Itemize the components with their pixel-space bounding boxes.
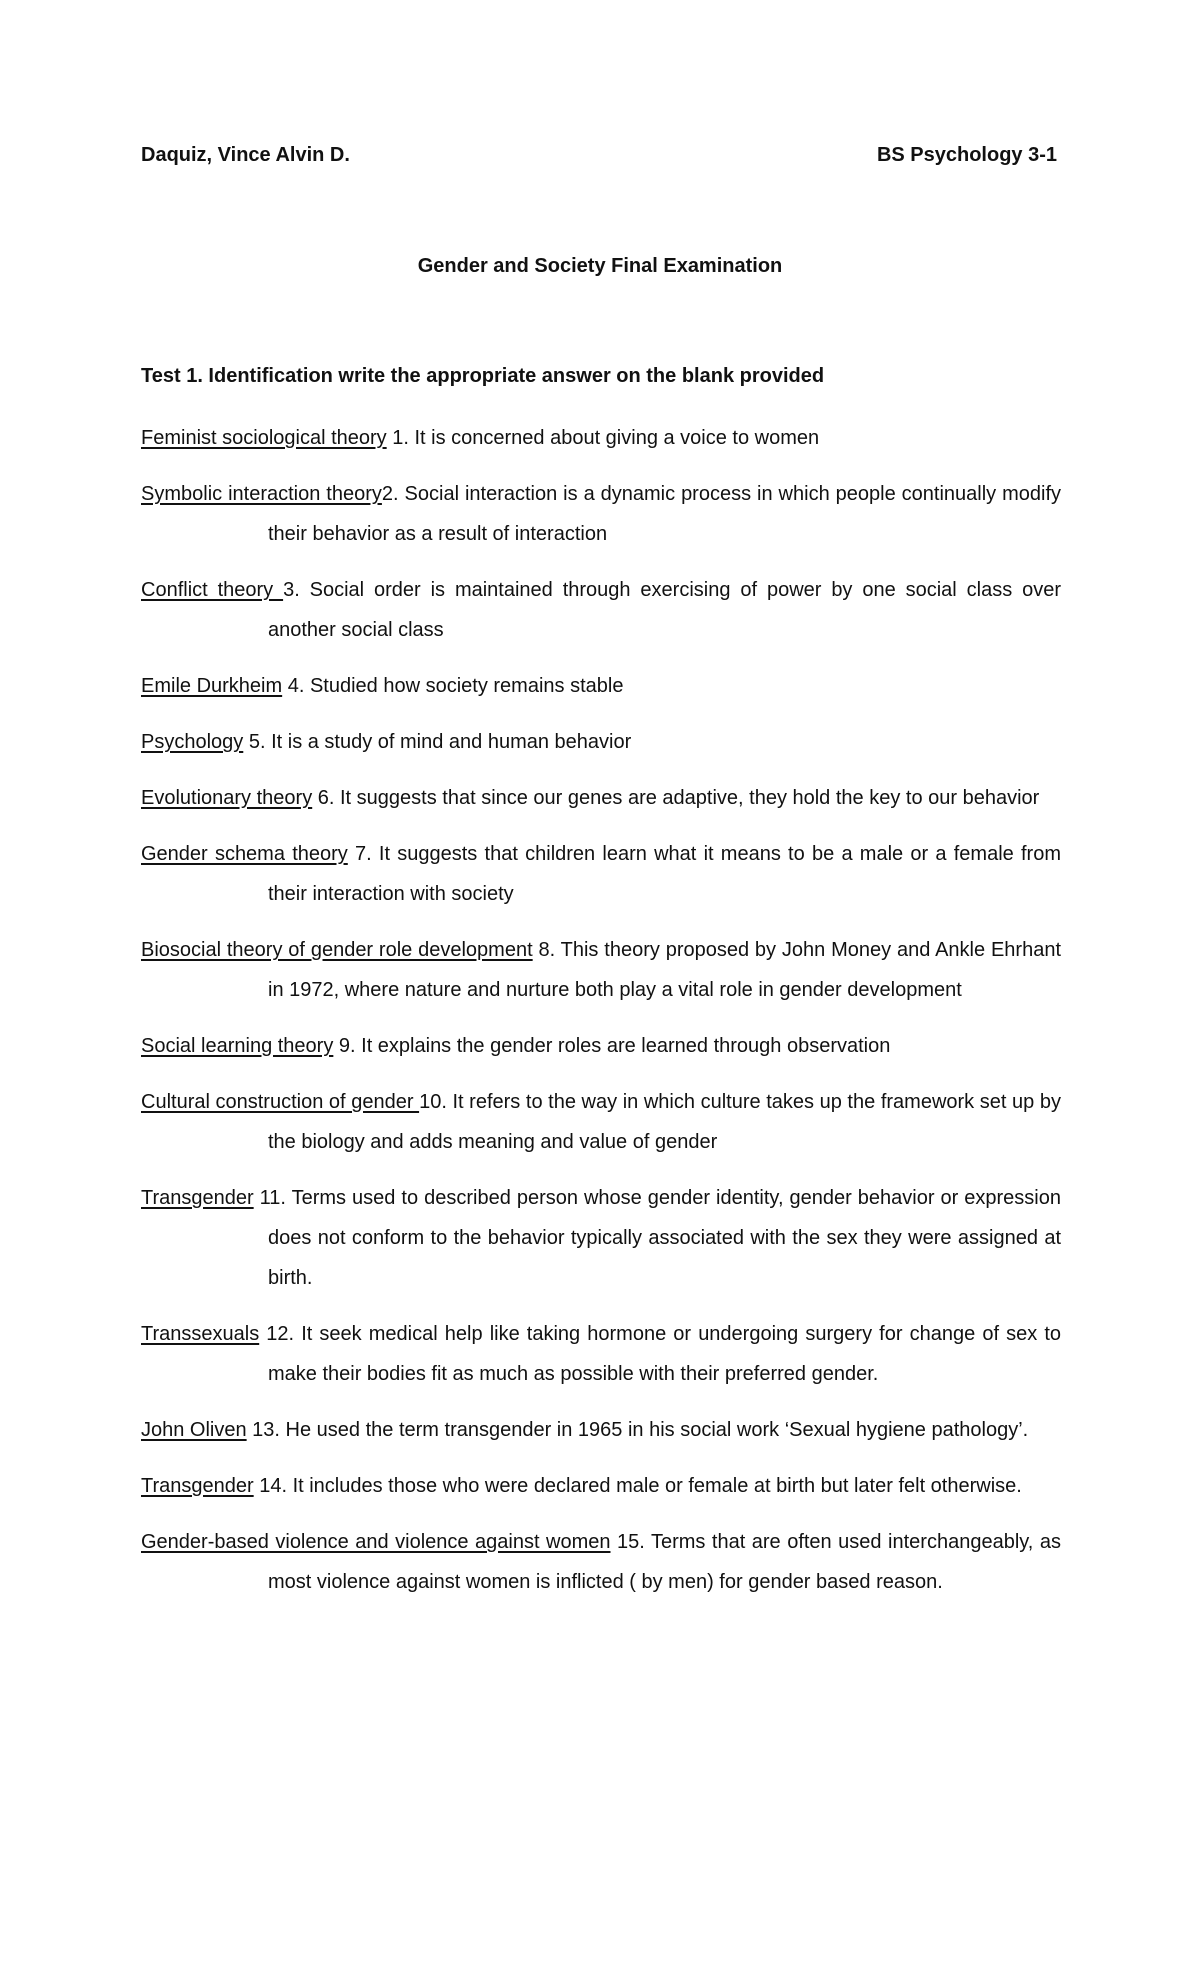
identification-item	[141, 722, 1061, 762]
test-heading: Test 1. Identification write the appropriate answer on the blank provided	[141, 365, 825, 387]
identification-item	[141, 930, 1061, 1010]
identification-item	[141, 418, 1061, 458]
identification-item	[141, 474, 1061, 554]
question-text: 6. It suggests that since our genes are adaptive, they hold the key to our behavior	[312, 787, 1040, 809]
answer-text: Feminist sociological theory	[141, 427, 387, 449]
question-text: 14. It includes those who were declared male or female at birth but later felt otherwise.	[253, 1475, 1022, 1497]
question-text: 12. It seek medical help like taking hormone or undergoing surgery for change of sex to make their bodies fit as much as possible with their preferred gender.	[259, 1323, 1061, 1385]
question-text: 4. Studied how society remains stable	[282, 675, 624, 697]
program-section: BS Psychology 3-1	[876, 144, 1057, 166]
identification-item	[141, 1082, 1061, 1162]
question-text: 9. It explains the gender roles are learned through observation	[333, 1035, 891, 1057]
question-text: 3. Social order is maintained through exercising of power by one social class over another social class	[268, 579, 1062, 641]
identification-item	[141, 1314, 1061, 1394]
identification-item	[141, 1178, 1061, 1298]
identification-item	[141, 1522, 1061, 1602]
answer-text: Emile Durkheim	[141, 675, 283, 697]
question-text: 5. It is a study of mind and human behavior	[243, 731, 632, 753]
document-title: Gender and Society Final Examination	[417, 255, 783, 277]
answer-text: Psychology	[141, 731, 244, 753]
identification-item	[141, 1410, 1061, 1450]
question-text: 1. It is concerned about giving a voice to women	[386, 427, 820, 449]
question-text: 7. It suggests that children learn what it means to be a male or a female from their interaction with society	[268, 843, 1061, 905]
question-text: 2. Social interaction is a dynamic process in which people continually modify their behavior as a result of interaction	[268, 483, 1062, 545]
question-text: 15. Terms that are often used interchangeably, as most violence against women is inflicted ( by men) for gender based reason.	[268, 1531, 1061, 1593]
identification-item	[141, 1466, 1061, 1506]
answer-text: Transsexuals	[141, 1323, 260, 1345]
identification-item	[141, 834, 1061, 914]
answer-text: Social learning theory	[141, 1035, 334, 1057]
identification-item	[141, 570, 1061, 650]
answer-text: Biosocial theory of gender role development	[141, 939, 533, 961]
identification-item	[141, 778, 1061, 818]
question-text: 13. He used the term transgender in 1965 in his social work ‘Sexual hygiene pathology’.	[246, 1419, 1029, 1441]
answer-text: Transgender	[141, 1187, 254, 1209]
question-text: 11. Terms used to described person whose gender identity, gender behavior or expression does not conform to the behavior typically associated with the sex they were assigned at birth.	[253, 1187, 1061, 1289]
answer-text: Cultural construction of gender	[141, 1091, 420, 1113]
identification-item	[141, 666, 1061, 706]
answer-text: Evolutionary theory	[141, 787, 313, 809]
question-text: 8. This theory proposed by John Money and Ankle Ehrhant in 1972, where nature and nurture both play a vital role in gender development	[268, 939, 1061, 1001]
question-text: 10. It refers to the way in which culture takes up the framework set up by the biology and adds meaning and value of gender	[268, 1091, 1061, 1153]
identification-item	[141, 1026, 1061, 1066]
document-header	[141, 144, 1057, 167]
answer-text: Gender-based violence and violence against women	[141, 1531, 611, 1553]
answer-text: Transgender	[141, 1475, 254, 1497]
student-name: Daquiz, Vince Alvin D.	[141, 144, 350, 166]
answer-text: Symbolic interaction theory	[141, 483, 382, 505]
answer-text: John Oliven	[141, 1419, 247, 1441]
answer-text: Gender schema theory	[141, 843, 348, 865]
identification-items	[141, 418, 1061, 1618]
answer-text: Conflict theory	[141, 579, 284, 601]
